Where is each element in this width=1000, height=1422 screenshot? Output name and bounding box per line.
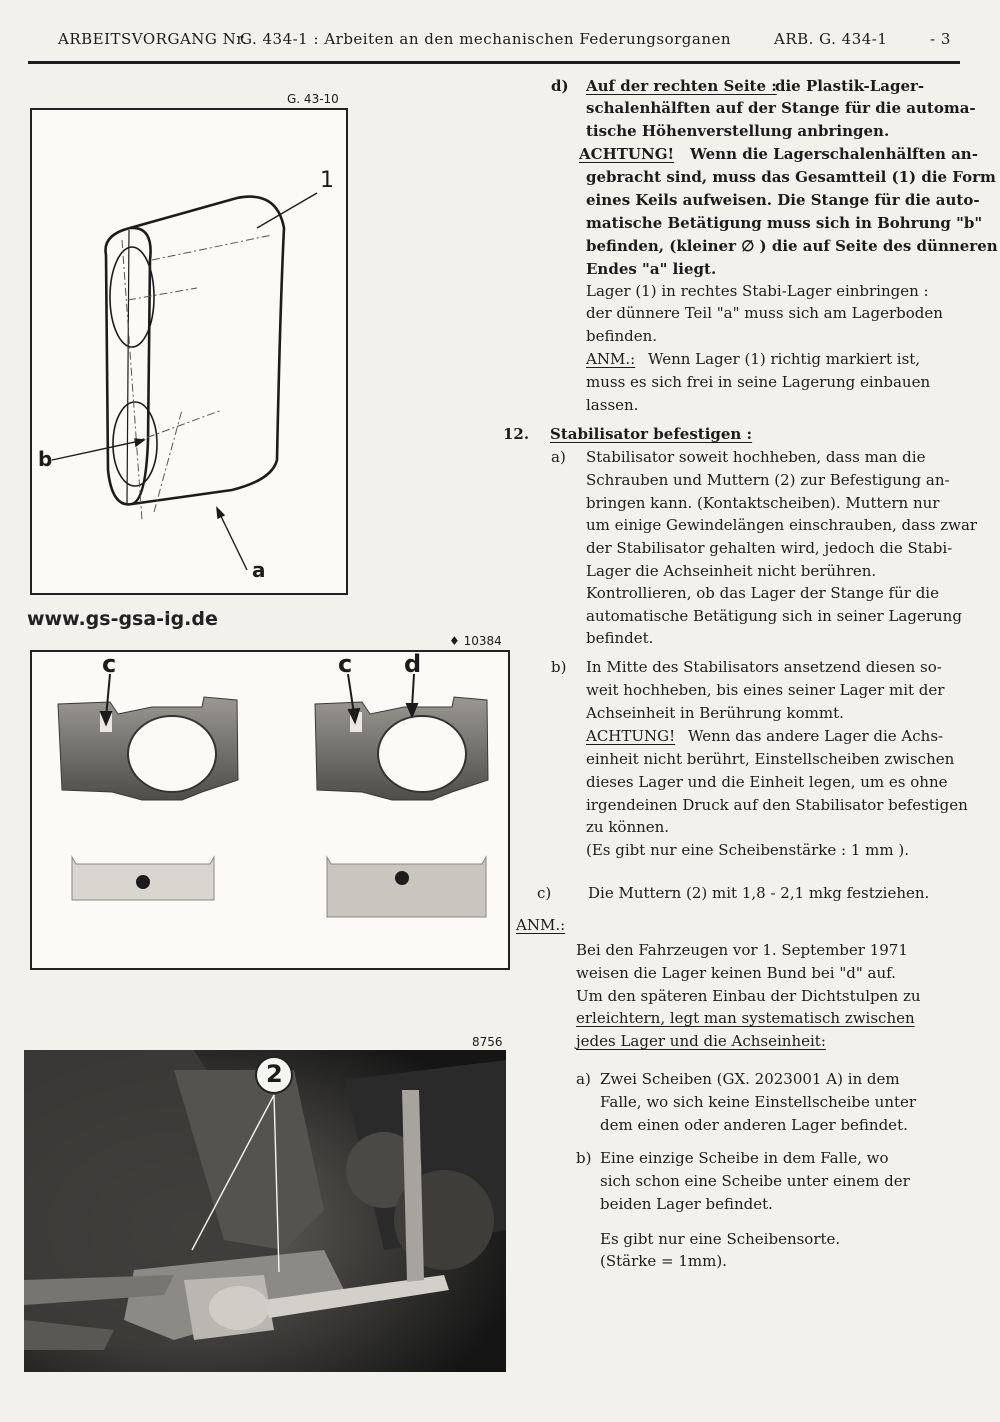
text-line: beiden Lager befindet. bbox=[600, 1195, 773, 1213]
text-line: lassen. bbox=[586, 396, 639, 414]
text-line: In Mitte des Stabilisators ansetzend diesen so- bbox=[586, 658, 942, 676]
item-marker: c) bbox=[537, 884, 552, 902]
bearing-drawing-svg bbox=[32, 110, 346, 593]
section-number: 12. bbox=[503, 425, 530, 443]
text-line: Endes "a" liegt. bbox=[586, 260, 717, 278]
text-line: eines Keils aufweisen. Die Stange für die auto- bbox=[586, 191, 980, 209]
text-line: um einige Gewindelängen einschrauben, dass zwar bbox=[586, 516, 978, 534]
label-d: d bbox=[404, 650, 422, 678]
text-line: Schrauben und Muttern (2) zur Befestigung an- bbox=[586, 471, 950, 489]
header-rule bbox=[28, 61, 960, 64]
figure-bearing-photo bbox=[30, 650, 510, 970]
text-line: befinden. bbox=[586, 327, 658, 345]
item-marker: b) bbox=[576, 1149, 592, 1167]
text-line: einheit nicht berührt, Einstellscheiben zwischen bbox=[586, 750, 955, 768]
text-line: dieses Lager und die Einheit legen, um es ohne bbox=[586, 773, 948, 791]
figure-id: ♦ 10384 bbox=[449, 634, 502, 648]
header-ref: ARB. G. 434-1 bbox=[774, 30, 888, 48]
text-line: jedes Lager und die Achseinheit: bbox=[576, 1032, 826, 1050]
note-label: ANM.: bbox=[516, 916, 566, 934]
text-line: der dünnere Teil "a" muss sich am Lagerboden bbox=[586, 304, 943, 322]
label-c: c bbox=[338, 650, 353, 678]
text-line: muss es sich frei in seine Lagerung einbauen bbox=[586, 373, 931, 391]
text-line: Eine einzige Scheibe in dem Falle, wo bbox=[600, 1149, 889, 1167]
text-line: sich schon eine Scheibe unter einem der bbox=[600, 1172, 910, 1190]
text-line: Um den späteren Einbau der Dichtstulpen zu bbox=[576, 987, 921, 1005]
text-line: (Es gibt nur eine Scheibenstärke : 1 mm ). bbox=[586, 841, 909, 859]
text-line: der Stabilisator gehalten wird, jedoch die Stabi- bbox=[586, 539, 953, 557]
item-marker: a) bbox=[576, 1070, 591, 1088]
figure-id: G. 43-10 bbox=[287, 92, 339, 106]
item-marker: b) bbox=[551, 658, 567, 676]
text-line: Lager die Achseinheit nicht berühren. bbox=[586, 562, 877, 580]
text-line: Wenn das andere Lager die Achs- bbox=[688, 727, 944, 745]
text-line: Es gibt nur eine Scheibensorte. bbox=[600, 1230, 841, 1248]
section-heading: Auf der rechten Seite : bbox=[586, 77, 777, 95]
text-line: Die Muttern (2) mit 1,8 - 2,1 mkg festziehen. bbox=[588, 884, 930, 902]
text-line: zu können. bbox=[586, 818, 670, 836]
label-c: c bbox=[102, 650, 117, 678]
warning-label: ACHTUNG! bbox=[586, 727, 676, 745]
text-line: befindet. bbox=[586, 629, 654, 647]
text-line: Kontrollieren, ob das Lager der Stange für die bbox=[586, 584, 939, 602]
text-line: Wenn die Lagerschalenhälften an- bbox=[690, 145, 978, 163]
figure-id: 8756 bbox=[472, 1035, 503, 1049]
text-line: dem einen oder anderen Lager befindet. bbox=[600, 1116, 908, 1134]
text-line: befinden, (kleiner ∅ ) die auf Seite des dünneren bbox=[586, 237, 998, 255]
text-line: weisen die Lager keinen Bund bei "d" auf. bbox=[576, 964, 896, 982]
text-line: bringen kann. (Kontaktscheiben). Muttern nur bbox=[586, 494, 940, 512]
text-line: Stabilisator soweit hochheben, dass man die bbox=[586, 448, 926, 466]
text-line: (Stärke = 1mm). bbox=[600, 1252, 727, 1270]
text-line: irgendeinen Druck auf den Stabilisator befestigen bbox=[586, 796, 968, 814]
note-label: ANM.: bbox=[586, 350, 636, 368]
text-line: tische Höhenverstellung anbringen. bbox=[586, 122, 890, 140]
page-number: - 3 bbox=[930, 30, 951, 48]
warning-label: ACHTUNG! bbox=[579, 145, 675, 163]
text-line: matische Betätigung muss sich in Bohrung "b" bbox=[586, 214, 983, 232]
item-marker: d) bbox=[551, 77, 569, 95]
text-line: erleichtern, legt man systematisch zwischen bbox=[576, 1009, 915, 1027]
text-line: Lager (1) in rechtes Stabi-Lager einbringen : bbox=[586, 282, 929, 300]
text-line: die Plastik-Lager- bbox=[775, 77, 925, 95]
label-b: b bbox=[38, 447, 53, 471]
figure-installation-photo bbox=[24, 1050, 506, 1372]
installation-svg bbox=[24, 1050, 506, 1372]
header-title: G. 434-1 : Arbeiten an den mechanischen Federungsorganen bbox=[240, 30, 732, 48]
label-a: a bbox=[252, 558, 266, 582]
text-line: Zwei Scheiben (GX. 2023001 A) in dem bbox=[600, 1070, 900, 1088]
header-prefix: ARBEITSVORGANG Nr. bbox=[58, 30, 248, 48]
website-watermark: www.gs-gsa-ig.de bbox=[27, 608, 218, 630]
text-line: Bei den Fahrzeugen vor 1. September 1971 bbox=[576, 941, 908, 959]
text-line: Falle, wo sich keine Einstellscheibe unter bbox=[600, 1093, 917, 1111]
bearings-svg bbox=[32, 652, 508, 968]
label-2: 2 bbox=[266, 1060, 283, 1088]
text-line: schalenhälften auf der Stange für die automa- bbox=[586, 99, 976, 117]
text-line: automatische Betätigung sich in seiner Lagerung bbox=[586, 607, 962, 625]
label-1: 1 bbox=[320, 168, 334, 193]
text-line: Achseinheit in Berührung kommt. bbox=[586, 704, 844, 722]
text-line: weit hochheben, bis eines seiner Lager mit der bbox=[586, 681, 945, 699]
text-line: gebracht sind, muss das Gesamtteil (1) die Form bbox=[586, 168, 996, 186]
item-marker: a) bbox=[551, 448, 566, 466]
section-heading: Stabilisator befestigen : bbox=[550, 425, 753, 443]
text-line: Wenn Lager (1) richtig markiert ist, bbox=[648, 350, 921, 368]
figure-bearing-drawing bbox=[30, 108, 348, 595]
